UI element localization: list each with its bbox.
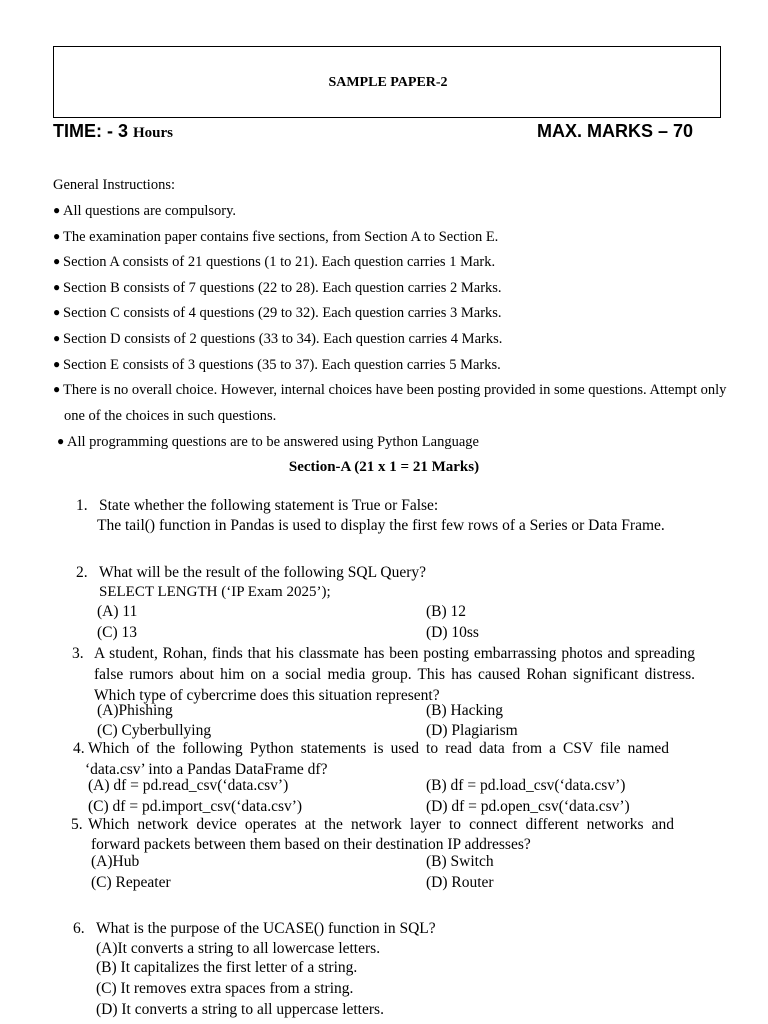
instruction-item: ● Section D consists of 2 questions (33 to 34). Each question carries 4 Marks. — [53, 331, 503, 347]
bullet-icon: ● — [57, 434, 65, 448]
question-number: 5. — [71, 816, 83, 833]
instruction-item: ● All questions are compulsory. — [53, 203, 237, 219]
option-c: (C) df = pd.import_csv(‘data.csv’) — [88, 798, 303, 815]
bullet-icon: ● — [53, 203, 61, 217]
option-a: (A)It converts a string to all lowercase letters. — [96, 940, 381, 957]
bullet-icon: ● — [53, 357, 61, 371]
option-d: (D) 10ss — [426, 624, 479, 641]
question-text: Which type of cybercrime does this situation represent? — [94, 687, 440, 704]
question-text: State whether the following statement is True or False: — [99, 497, 439, 514]
option-a: (A)Hub — [91, 853, 140, 870]
option-d: (D) Plagiarism — [426, 722, 518, 739]
option-a: (A) 11 — [97, 603, 138, 620]
instruction-item: ● Section B consists of 7 questions (22 to 28). Each question carries 2 Marks. — [53, 280, 502, 296]
option-b: (B) Switch — [426, 853, 494, 870]
question-number: 2. — [76, 564, 88, 581]
section-a-heading: Section-A (21 x 1 = 21 Marks) — [288, 459, 480, 475]
option-b: (B) It capitalizes the first letter of a string. — [96, 959, 358, 976]
option-a: (A)Phishing — [97, 702, 173, 719]
question-number: 6. — [73, 920, 85, 937]
question-number: 4. — [73, 740, 85, 757]
question-text: ‘data.csv’ into a Pandas DataFrame df? — [85, 761, 328, 778]
question-text: What will be the result of the following SQL Query? — [99, 564, 426, 581]
question-text: Which of the following Python statements is used to read data from a CSV file named — [88, 740, 669, 757]
question-text: Which network device operates at the network layer to connect different networks and — [88, 816, 674, 833]
question-text: What is the purpose of the UCASE() function in SQL? — [96, 920, 436, 937]
option-d: (D) It converts a string to all uppercase letters. — [96, 1001, 384, 1018]
question-text: The tail() function in Pandas is used to display the first few rows of a Series or Data Frame. — [97, 517, 665, 534]
option-d: (D) df = pd.open_csv(‘data.csv’) — [426, 798, 630, 815]
question-number: 1. — [76, 497, 88, 514]
bullet-icon: ● — [53, 331, 61, 345]
instruction-item-continued: one of the choices in such questions. — [64, 408, 277, 424]
option-c: (C) Repeater — [91, 874, 171, 891]
bullet-icon: ● — [53, 305, 61, 319]
instruction-item: ● Section E consists of 3 questions (35 to 37). Each question carries 5 Marks. — [53, 357, 501, 373]
question-text: A student, Rohan, finds that his classmate has been posting embarrassing photos and spreading — [94, 645, 695, 662]
paper-title: SAMPLE PAPER-2 — [328, 75, 448, 90]
bullet-icon: ● — [53, 229, 61, 243]
option-b: (B) Hacking — [426, 702, 504, 719]
question-number: 3. — [72, 645, 84, 662]
instruction-item: ● Section A consists of 21 questions (1 to 21). Each question carries 1 Mark. — [53, 254, 496, 270]
instruction-item: ● The examination paper contains five sections, from Section A to Section E. — [53, 229, 499, 245]
bullet-icon: ● — [53, 382, 61, 396]
option-d: (D) Router — [426, 874, 494, 891]
bullet-icon: ● — [53, 280, 61, 294]
title-box — [53, 46, 721, 118]
sql-query: SELECT LENGTH (‘IP Exam 2025’); — [99, 584, 331, 600]
instruction-item: ● There is no overall choice. However, internal choices have been posting provided in some questions. Attempt only — [53, 382, 727, 398]
max-marks: MAX. MARKS – 70 — [537, 121, 694, 141]
time-label — [53, 121, 173, 142]
option-b: (B) 12 — [426, 603, 467, 620]
instruction-item: ● Section C consists of 4 questions (29 to 32). Each question carries 3 Marks. — [53, 305, 502, 321]
option-c: (C) Cyberbullying — [97, 722, 212, 739]
time-value: TIME: - 3 — [53, 121, 128, 141]
instructions-heading: General Instructions: — [53, 177, 176, 193]
instruction-item: ● All programming questions are to be answered using Python Language — [57, 434, 479, 450]
option-c: (C) 13 — [97, 624, 138, 641]
option-c: (C) It removes extra spaces from a string. — [96, 980, 354, 997]
option-a: (A) df = pd.read_csv(‘data.csv’) — [88, 777, 289, 794]
question-text: forward packets between them based on their destination IP addresses? — [91, 836, 531, 853]
option-b: (B) df = pd.load_csv(‘data.csv’) — [426, 777, 626, 794]
time-unit: Hours — [133, 125, 174, 141]
question-text: false rumors about him on a social media group. This has caused Rohan significant distress. — [94, 666, 695, 683]
bullet-icon: ● — [53, 254, 61, 268]
